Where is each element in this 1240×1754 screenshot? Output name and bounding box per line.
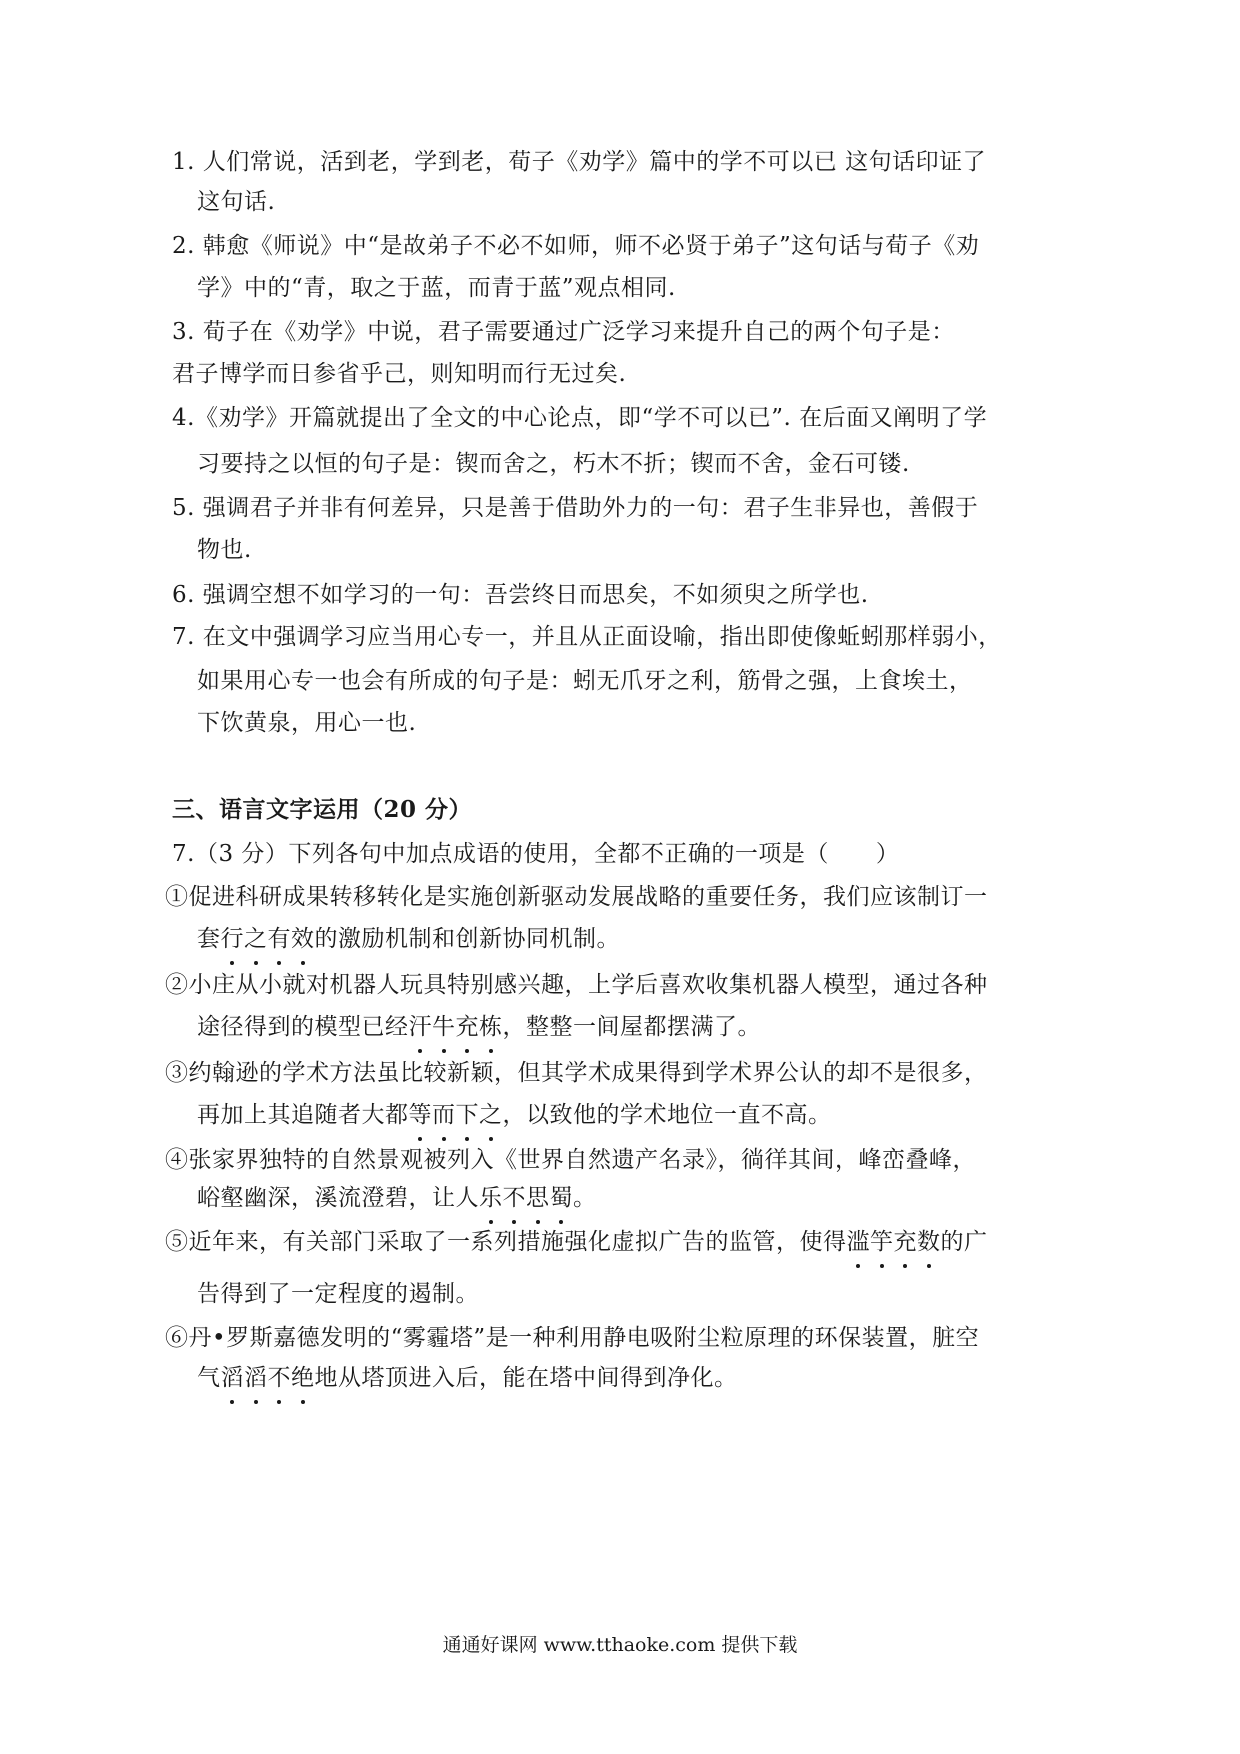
emphasis-char: 栋 — [479, 1010, 503, 1044]
item3-pre: 再加上其追随者大都 — [197, 1102, 409, 1128]
q1-line2: 这句话. — [197, 189, 276, 215]
item6-line1: ⑥丹•罗斯嘉德发明的“雾霾塔”是一种利用静电吸附尘粒原理的环保装置，脏空 — [165, 1325, 980, 1351]
item5-line2: 告得到了一定程度的遏制。 — [197, 1281, 479, 1307]
item2-line1: ②小庄从小就对机器人玩具特别感兴趣，上学后喜欢收集机器人模型，通过各种 — [165, 972, 988, 998]
emphasis-char: 充 — [894, 1225, 918, 1259]
emphasis-char: 行 — [221, 922, 245, 956]
emphasis-char: 等 — [409, 1098, 433, 1132]
emphasis-char: 而 — [432, 1098, 456, 1132]
item2-pre: 途径得到的模型已经 — [197, 1014, 409, 1040]
emphasis-char: 滥 — [847, 1225, 871, 1259]
item3-line2 — [197, 1098, 832, 1132]
q3-line2: 君子博学而日参省乎己，则知明而行无过矣. — [172, 361, 627, 387]
item2-line2 — [197, 1010, 761, 1044]
item4-post: 。 — [573, 1185, 597, 1211]
emphasis-char: 效 — [291, 922, 315, 956]
item6-idiom — [221, 1365, 315, 1391]
q7-line2: 如果用心专一也会有所成的句子是：蚓无爪牙之利，筋骨之强，上食埃土， — [197, 668, 973, 694]
item3-line1: ③约翰逊的学术方法虽比较新颖，但其学术成果得到学术界公认的却不是很多， — [165, 1060, 988, 1086]
item5-line1 — [165, 1225, 988, 1259]
q4-line2: 习要持之以恒的句子是：锲而舍之，朽木不折；锲而不舍，金石可镂. — [197, 451, 910, 477]
item4-idiom — [479, 1185, 573, 1211]
page-footer: 通通好课网 www.tthaoke.com 提供下载 — [442, 1634, 798, 1656]
emphasis-char: 牛 — [432, 1010, 456, 1044]
item1-pre: 套 — [197, 926, 221, 952]
emphasis-char: 不 — [268, 1361, 292, 1395]
q1-line1: 1. 人们常说，活到老，学到老，荀子《劝学》篇中的学不可以已 这句话印证了 — [172, 149, 987, 175]
item6-line2 — [197, 1361, 738, 1395]
item1-post: 的激励机制和创新协同机制。 — [314, 926, 620, 952]
emphasis-char: 绝 — [291, 1361, 315, 1395]
item5-pre: ⑤近年来，有关部门采取了一系列措施强化虚拟广告的监管，使得 — [165, 1229, 847, 1255]
item4-line2 — [197, 1181, 597, 1215]
emphasis-char: 数 — [917, 1225, 941, 1259]
q5-line2: 物也. — [197, 537, 252, 563]
q6-line1: 6. 强调空想不如学习的一句：吾尝终日而思矣，不如须臾之所学也. — [172, 582, 869, 608]
emphasis-char: 不 — [503, 1181, 527, 1215]
item4-pre: 峪壑幽深，溪流澄碧，让人 — [197, 1185, 479, 1211]
q2-line1: 2. 韩愈《师说》中“是故弟子不必不如师，师不必贤于弟子”这句话与荀子《劝 — [172, 233, 980, 259]
emphasis-char: 思 — [526, 1181, 550, 1215]
item3-idiom — [409, 1102, 503, 1128]
item3-post: ，以致他的学术地位一直不高。 — [502, 1102, 832, 1128]
item2-post: ，整整一间屋都摆满了。 — [502, 1014, 761, 1040]
emphasis-char: 竽 — [870, 1225, 894, 1259]
emphasis-char: 蜀 — [550, 1181, 574, 1215]
item1-line2 — [197, 922, 620, 956]
emphasis-char: 有 — [268, 922, 292, 956]
q7-line3: 下饮黄泉，用心一也. — [197, 710, 417, 736]
item5-idiom — [847, 1229, 941, 1255]
q4-line1: 4.《劝学》开篇就提出了全文的中心论点，即“学不可以已”. 在后面又阐明了学 — [172, 405, 988, 431]
emphasis-char: 充 — [456, 1010, 480, 1044]
item5-post: 的广 — [940, 1229, 988, 1255]
item6-pre: 气 — [197, 1365, 221, 1391]
q2-line2: 学》中的“青，取之于蓝，而青于蓝”观点相同. — [197, 275, 676, 301]
section-heading: 三、语言文字运用（20 分） — [172, 796, 473, 823]
emphasis-char: 之 — [244, 922, 268, 956]
emphasis-char: 汗 — [409, 1010, 433, 1044]
item4-line1: ④张家界独特的自然景观被列入《世界自然遗产名录》，徜徉其间，峰峦叠峰， — [165, 1147, 976, 1173]
item2-idiom — [409, 1014, 503, 1040]
emphasis-char: 滔 — [221, 1361, 245, 1395]
q5-line1: 5. 强调君子并非有何差异，只是善于借助外力的一句：君子生非异也，善假于 — [172, 495, 979, 521]
item1-line1: ①促进科研成果转移转化是实施创新驱动发展战略的重要任务，我们应该制订一 — [165, 884, 988, 910]
q7-line1: 7. 在文中强调学习应当用心专一，并且从正面设喻，指出即使像蚯蚓那样弱小， — [172, 624, 1002, 650]
q3-line1: 3. 荀子在《劝学》中说，君子需要通过广泛学习来提升自己的两个句子是： — [172, 319, 955, 345]
emphasis-char: 乐 — [479, 1181, 503, 1215]
item6-post: 地从塔顶进入后，能在塔中间得到净化。 — [314, 1365, 738, 1391]
emphasis-char: 滔 — [244, 1361, 268, 1395]
emphasis-char: 之 — [479, 1098, 503, 1132]
question-stem: 7.（3 分）下列各句中加点成语的使用，全都不正确的一项是（ ） — [172, 841, 900, 867]
item1-idiom — [221, 926, 315, 952]
emphasis-char: 下 — [456, 1098, 480, 1132]
